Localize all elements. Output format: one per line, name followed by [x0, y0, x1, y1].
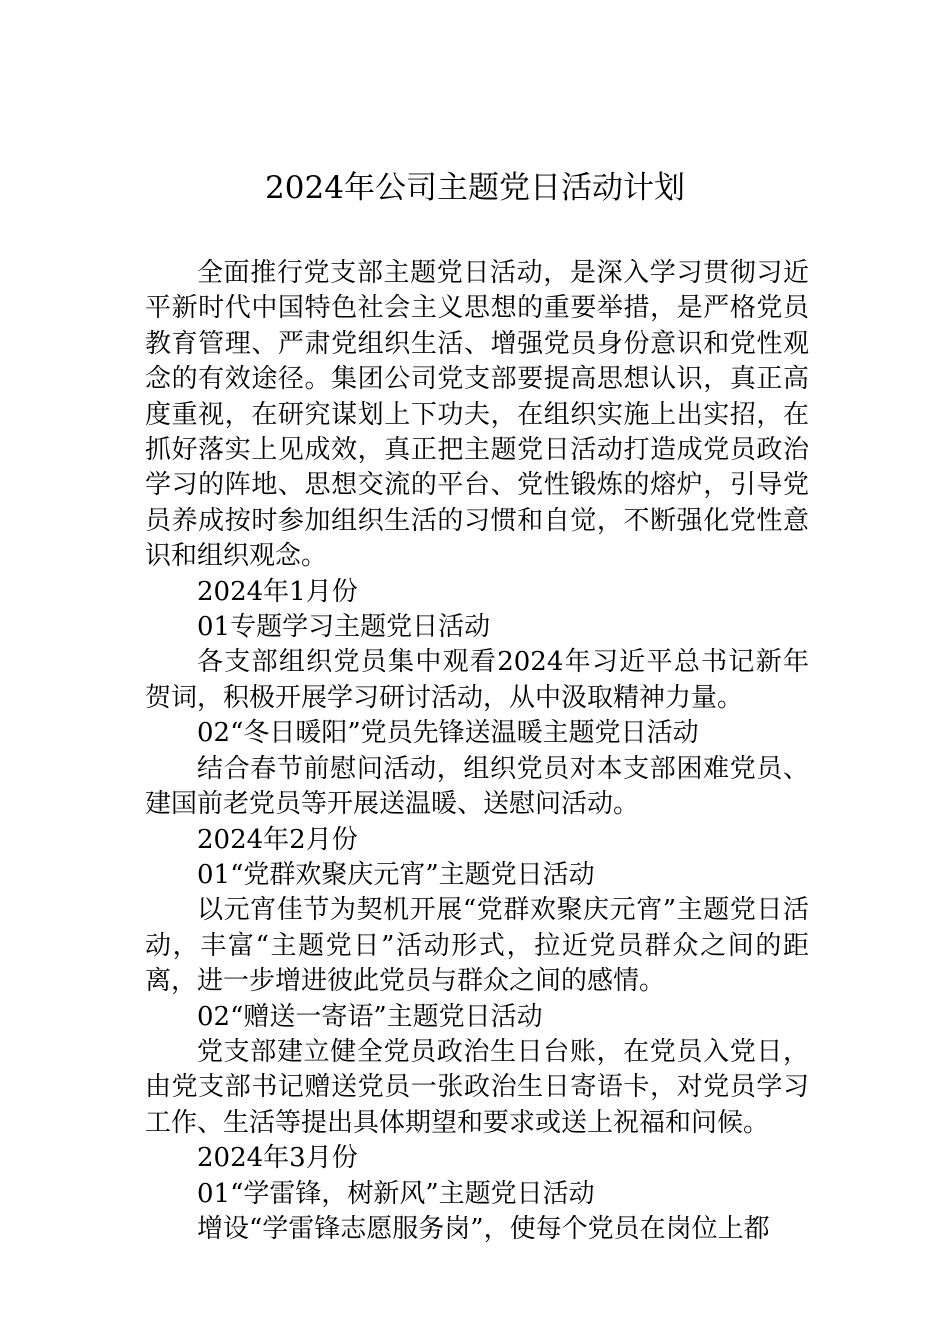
- month-heading-mar: 2024年3月份: [197, 1143, 358, 1174]
- month-heading-jan: 2024年1月份: [197, 576, 358, 607]
- activity-paragraph: 增设“学雷锋志愿服务岗”，使每个党员在岗位上都: [197, 1213, 770, 1244]
- intro-paragraph: 全面推行党支部主题党日活动，是深入学习贯彻习近平新时代中国特色社会主义思想的重要举措，是严格党员教育管理、严肃党组织生活、增强党员身份意识和党性观念的有效途径。集团公司党支部要提高思想认识，真正高度重视，在研究谋划上下功夫，在组织实施上出实招，在抓好落实上见成效，真正把主题党日活动打造成党员政治学习的阵地、思想交流的平台、党性锻炼的熔炉，引导党员养成按时参加组织生活的习惯和自觉，不断强化党性意识和组织观念。: [145, 258, 809, 572]
- month-heading-feb: 2024年2月份: [197, 824, 358, 855]
- activity-heading: 01专题学习主题党日活动: [197, 612, 491, 643]
- activity-heading: 02“冬日暖阳”党员先锋送温暖主题党日活动: [197, 718, 699, 749]
- document-body: [145, 256, 809, 1247]
- activity-paragraph: 以元宵佳节为契机开展“党群欢聚庆元宵”主题党日活动，丰富“主题党日”活动形式，拉近党员群众之间的距离，进一步增进彼此党员与群众之间的感情。: [145, 895, 809, 997]
- activity-paragraph: 各支部组织党员集中观看2024年习近平总书记新年贺词，积极开展学习研讨活动，从中汲取精神力量。: [145, 647, 809, 713]
- document-title: 2024年公司主题党日活动计划: [265, 170, 685, 206]
- activity-heading: 01“学雷锋，树新风”主题党日活动: [197, 1178, 595, 1209]
- activity-paragraph: 党支部建立健全党员政治生日台账，在党员入党日，由党支部书记赠送党员一张政治生日寄语卡，对党员学习工作、生活等提出具体期望和要求或送上祝福和问候。: [145, 1036, 809, 1138]
- activity-paragraph: 结合春节前慰问活动，组织党员对本支部困难党员、建国前老党员等开展送温暖、送慰问活动。: [145, 753, 809, 820]
- activity-heading: 01“党群欢聚庆元宵”主题党日活动: [197, 859, 595, 890]
- activity-heading: 02“赠送一寄语”主题党日活动: [197, 1001, 543, 1032]
